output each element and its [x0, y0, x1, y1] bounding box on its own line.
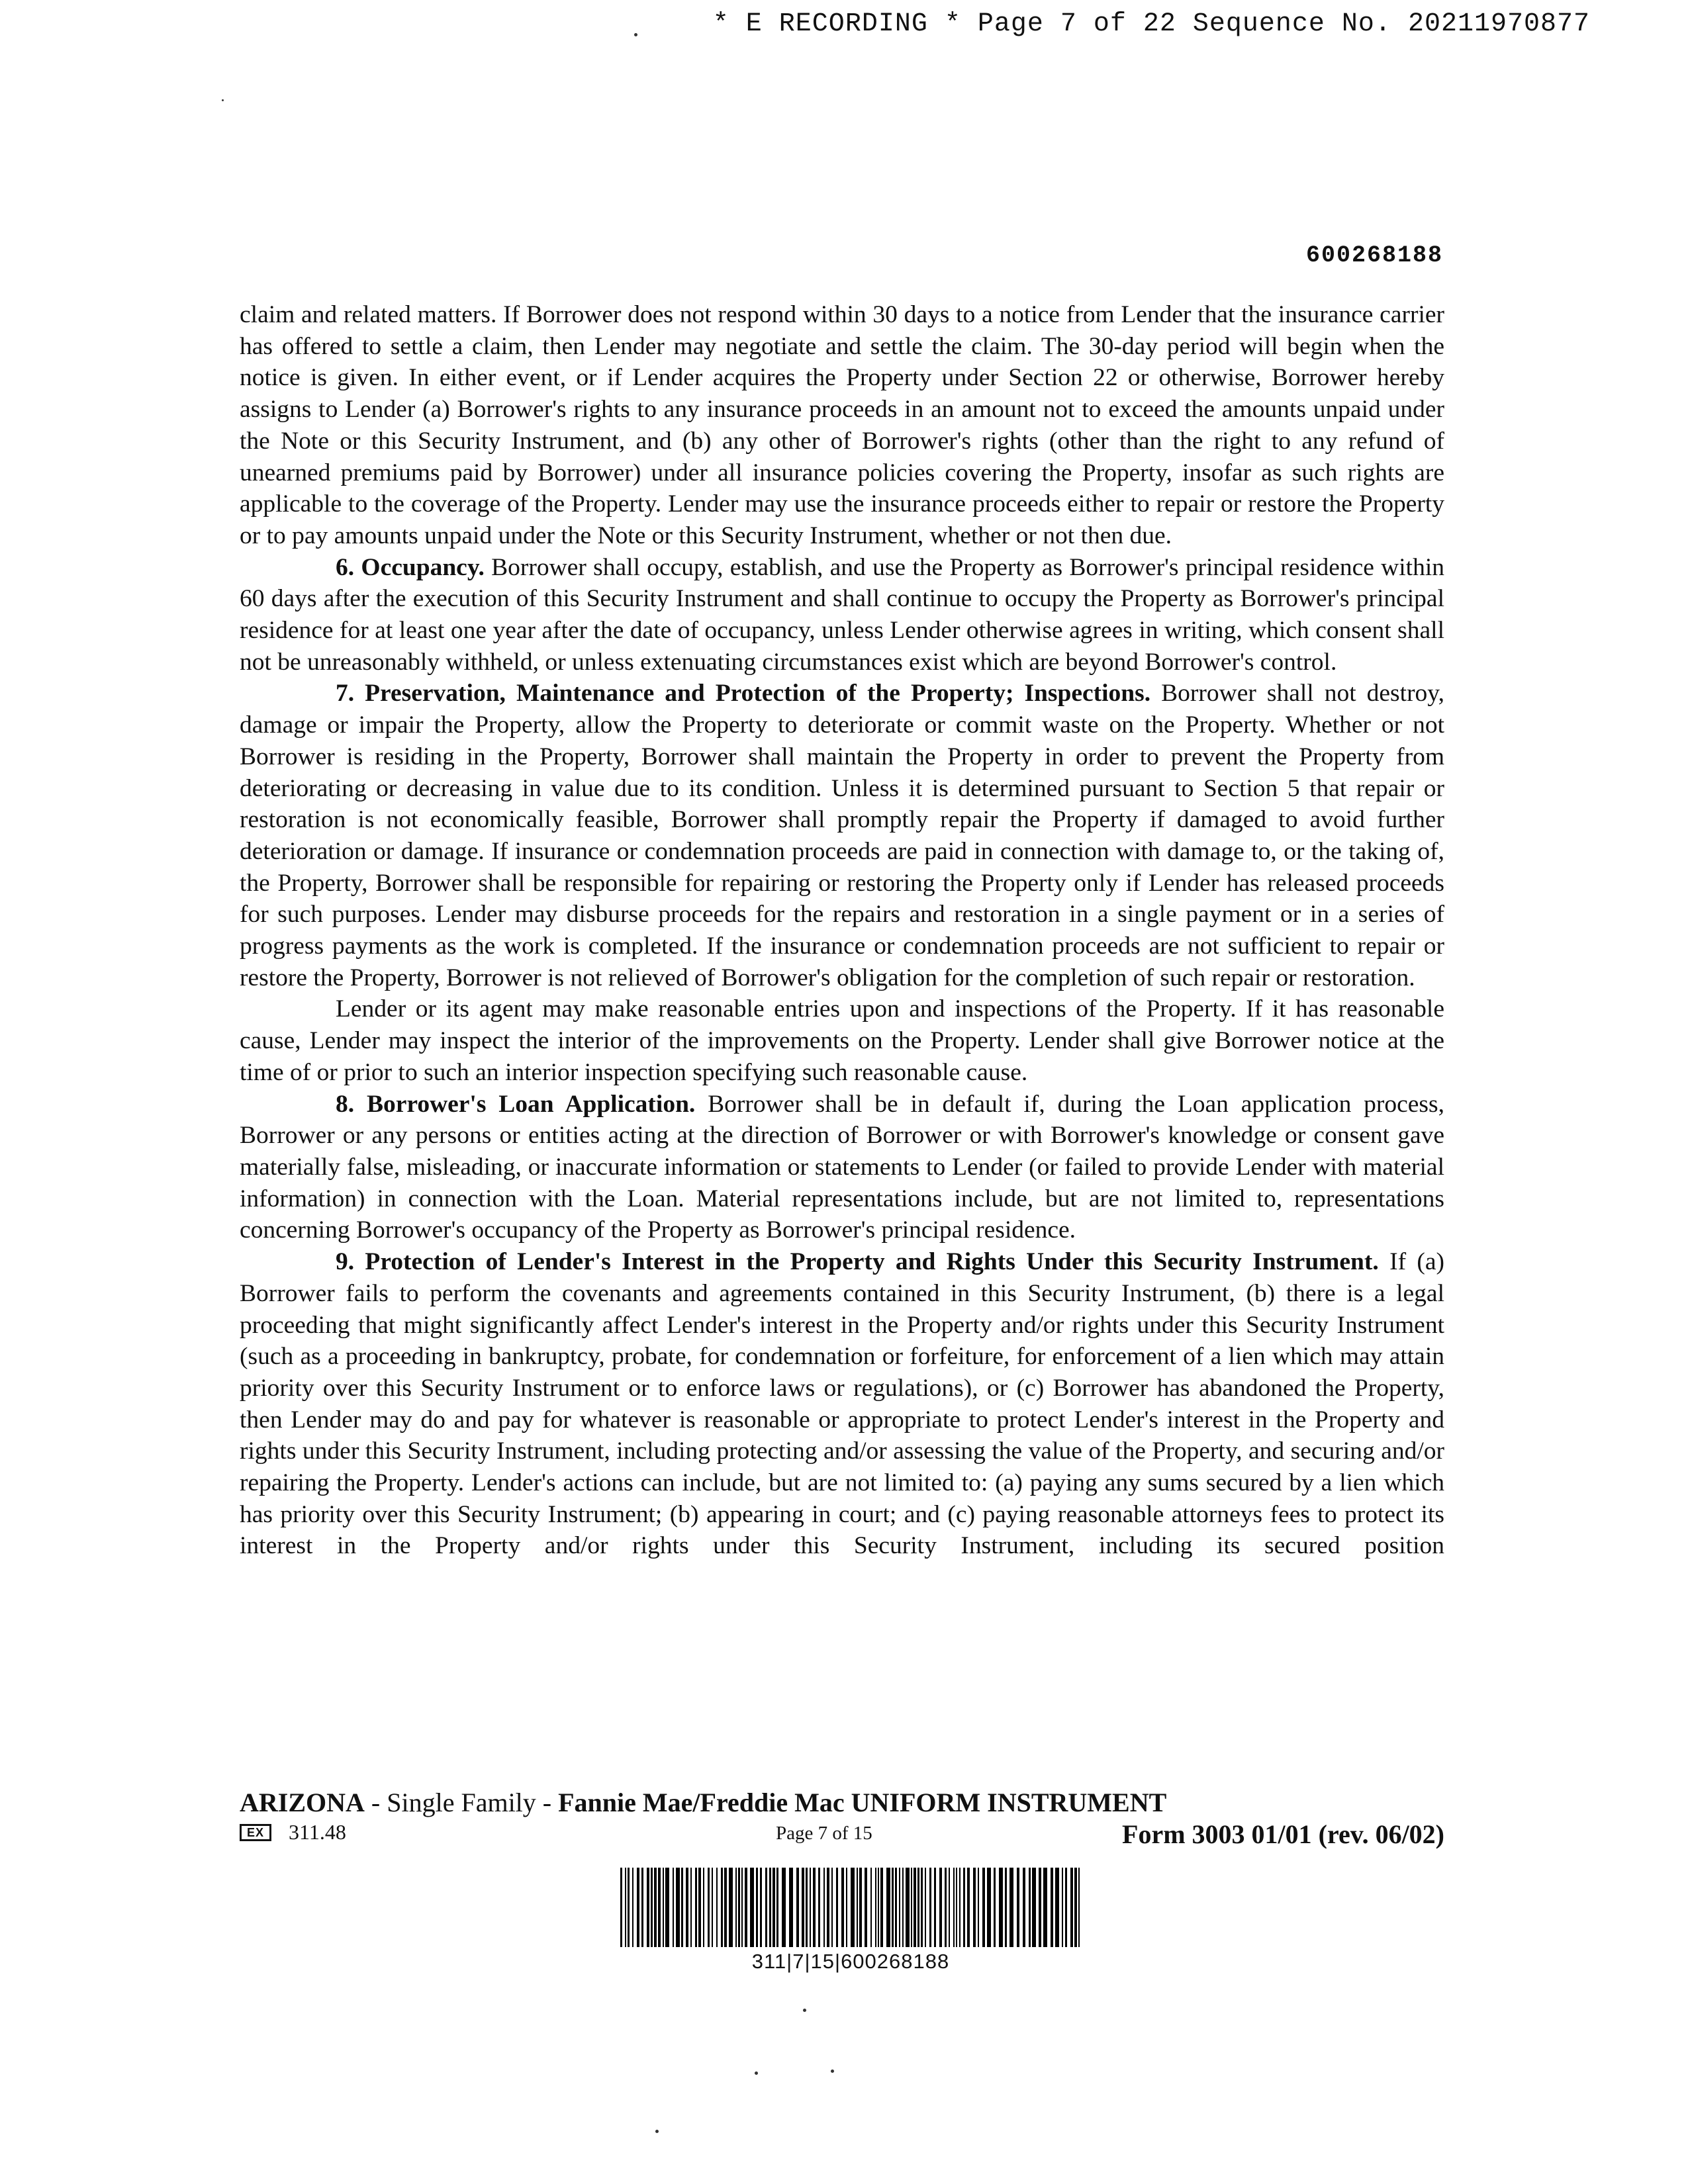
barcode-caption: 311|7|15|600268188	[751, 1950, 950, 1973]
barcode-bar	[632, 1868, 633, 1947]
barcode-bar	[769, 1868, 771, 1947]
barcode-bar	[625, 1868, 626, 1947]
barcode-bar	[914, 1868, 916, 1947]
barcode-bar	[880, 1868, 883, 1947]
barcode-bar	[641, 1868, 643, 1947]
barcode-bar	[886, 1868, 890, 1947]
recording-stamp: * E RECORDING * Page 7 of 22 Sequence No. 20211970877	[712, 9, 1590, 39]
barcode-bar	[765, 1868, 767, 1947]
barcode-bar	[806, 1868, 808, 1947]
barcode-bar	[750, 1868, 754, 1947]
section-9-protection	[240, 1246, 1444, 1562]
barcode-bar	[967, 1868, 970, 1947]
barcode-bar	[999, 1868, 1003, 1947]
barcode-bar	[857, 1868, 858, 1947]
barcode-bar	[956, 1868, 957, 1947]
ex-logo-badge: EX	[240, 1824, 271, 1841]
barcode-bar	[796, 1868, 799, 1947]
barcode-bar	[738, 1868, 740, 1947]
scan-speck	[222, 99, 224, 101]
paragraph-text: claim and related matters. If Borrower does not respond within 30 days to a notice from Lender that the insurance carrier has offered to settle a claim, then Lender may negotiate and settle the claim. The 30-day period will begin when the notice is given. In either event, or if Lender acquires the Property under Section 22 or otherwise, Borrower hereby assigns to Lender (a) Borrower's rights to any insurance proceeds in an amount not to exceed the amounts unpaid under the Note or this Security Instrument, and (b) any other of Borrower's rights (other than the right to any refund of unearned premiums paid by Borrower) under all insurance policies covering the Property, insofar as such rights are applicable to the coverage of the Property. Lender may use the insurance proceeds either to repair or restore the Property or to pay amounts unpaid under the Note or this Security Instrument, whether or not then due.	[240, 301, 1444, 549]
barcode-bar	[716, 1868, 718, 1947]
barcode-bar	[823, 1868, 825, 1947]
barcode-bar	[735, 1868, 737, 1947]
barcode-bar	[647, 1868, 649, 1947]
barcode-bar	[865, 1868, 867, 1947]
barcode-bar	[917, 1868, 919, 1947]
section-heading: 9. Protection of Lender's Interest in the Property and Rights Under this Security Instrument.	[336, 1248, 1379, 1276]
barcode-bar	[724, 1868, 727, 1947]
barcode-bar	[1070, 1868, 1073, 1947]
barcode-bar	[953, 1868, 955, 1947]
form-code: 311.48	[289, 1820, 346, 1844]
section-text: Borrower shall not destroy, damage or impair the Property, allow the Property to deteriorate or commit waste on the Property. Whether or not Borrower is residing in the Property, Borrower shall maintain the Property in order to prevent the Property from deteriorating or decreasing in value due to its condition. Unless it is determined pursuant to Section 5 that repair or restoration is not economically feasible, Borrower shall promptly repair the Property if damaged to avoid further deterioration or damage. If insurance or condemnation proceeds are paid in connection with damage to, or the taking of, the Property, Borrower shall be responsible for repairing or restoring the Property only if Lender has released proceeds for such purposes. Lender may disburse proceeds for the repairs and restoration in a single payment or in a series of progress payments as the work is completed. If the insurance or condemnation proceeds are not sufficient to repair or restore the Property, Borrower is not relieved of Borrower's obligation for the completion of such repair or restoration.	[240, 680, 1444, 991]
barcode-bar	[782, 1868, 786, 1947]
barcode-bar	[676, 1868, 680, 1947]
barcode-bar	[878, 1868, 879, 1947]
barcode-bar	[902, 1868, 904, 1947]
barcode-bar	[686, 1868, 688, 1947]
barcode-bar	[712, 1868, 713, 1947]
barcode-bar	[708, 1868, 710, 1947]
barcode-bar	[841, 1868, 844, 1947]
barcode-bar	[963, 1868, 965, 1947]
barcode-bar	[729, 1868, 733, 1947]
barcode-bar	[1078, 1868, 1080, 1947]
barcode-bar	[1039, 1868, 1041, 1947]
barcode-bar	[934, 1868, 936, 1947]
barcode-bar	[813, 1868, 816, 1947]
barcode-bar	[987, 1868, 991, 1947]
barcode-bar	[831, 1868, 833, 1947]
barcode-bar	[1055, 1868, 1059, 1947]
barcode-bar	[690, 1868, 692, 1947]
barcode-bar	[760, 1868, 762, 1947]
barcode-bar	[892, 1868, 894, 1947]
barcode-bar	[703, 1868, 704, 1947]
barcode-bar	[776, 1868, 778, 1947]
barcode-bar	[949, 1868, 950, 1947]
barcode-bar	[899, 1868, 900, 1947]
barcode-bar	[1009, 1868, 1013, 1947]
barcode-bar	[1032, 1868, 1036, 1947]
barcode-bar	[870, 1868, 872, 1947]
section-text: Lender or its agent may make reasonable entries upon and inspections of the Property. If it has reasonable cause, Lender may inspect the interior of the improvements on the Property. Lender shall give Borrower notice at the time of or prior to such an interior inspection specifying such reasonable cause.	[240, 995, 1444, 1086]
barcode-bar	[1023, 1868, 1025, 1947]
footer-instrument-title	[240, 1787, 1166, 1818]
section-text: Borrower shall be in default if, during the Loan application process, Borrower or any persons or entities acting at the direction of Borrower or with Borrower's knowledge or consent gave materially false, misleading, or inaccurate information or statements to Lender (or failed to provide Lender with material information) in connection with the Loan. Material representations include, but are not limited to, representations concerning Borrower's occupancy of the Property as Borrower's principal residence.	[240, 1090, 1444, 1244]
footer-state: ARIZONA	[240, 1788, 365, 1817]
barcode-bar	[637, 1868, 639, 1947]
barcode-bar	[925, 1868, 926, 1947]
barcode-bar	[745, 1868, 747, 1947]
barcode-bar	[939, 1868, 942, 1947]
barcode-bar	[810, 1868, 811, 1947]
barcode-bar	[895, 1868, 897, 1947]
barcode-bar	[681, 1868, 683, 1947]
barcode-bar	[741, 1868, 743, 1947]
scan-speck	[803, 2009, 806, 2012]
section-heading: 8. Borrower's Loan Application.	[336, 1090, 696, 1118]
footer-separator: - Single Family -	[364, 1788, 559, 1817]
barcode-bar	[651, 1868, 653, 1947]
barcode-bar	[945, 1868, 947, 1947]
section-text: If (a) Borrower fails to perform the covenants and agreements contained in this Security Instrument, (b) there is a legal proceeding that might significantly affect Lender's interest in the Property and/or rights under this Security Instrument (such as a proceeding in bankruptcy, probate, for condemnation or forfeiture, for enforcement of a lien which may attain priority over this Security Instrument or to enforce laws or regulations), or (c) Borrower has abandoned the Property, then Lender may do and pay for whatever is reasonable or appropriate to protect Lender's interest in the Property and rights under this Security Instrument, including protecting and/or assessing the value of the Property, and securing and/or repairing the Property. Lender's actions can include, but are not limited to: (a) paying any sums secured by a lien which has priority over this Security Instrument; (b) appearing in court; and (c) paying reasonable attorneys fees to protect its interest in the Property and/or rights under this Security Instrument, including its secured position	[240, 1248, 1444, 1560]
scan-speck	[655, 2130, 659, 2133]
barcode-bar	[911, 1868, 912, 1947]
barcode-bar	[654, 1868, 657, 1947]
barcode-bar	[818, 1868, 820, 1947]
barcode-bar	[665, 1868, 669, 1947]
page-indicator: Page 7 of 15	[776, 1823, 872, 1844]
section-heading: 7. Preservation, Maintenance and Protection of the Property; Inspections.	[336, 680, 1151, 707]
barcode-bar	[982, 1868, 985, 1947]
barcode-bar	[836, 1868, 838, 1947]
barcode-bar	[658, 1868, 661, 1947]
barcode-bar	[851, 1868, 855, 1947]
barcode-bar	[875, 1868, 876, 1947]
barcode-bar	[859, 1868, 862, 1947]
barcode-bar	[698, 1868, 701, 1947]
loan-number: 600268188	[1305, 242, 1443, 269]
scan-speck	[755, 2071, 758, 2075]
barcode-bar	[973, 1868, 976, 1947]
section-heading: 6. Occupancy.	[336, 553, 485, 581]
section-8-loan-application	[240, 1089, 1444, 1247]
footer-row	[240, 1819, 1444, 1852]
barcode-bar	[906, 1868, 910, 1947]
barcode-bar	[673, 1868, 674, 1947]
footer-instrument: Fannie Mae/Freddie Mac UNIFORM INSTRUMENT	[558, 1788, 1167, 1817]
barcode-bar	[620, 1868, 622, 1947]
barcode-bar	[663, 1868, 664, 1947]
barcode-bar	[1051, 1868, 1053, 1947]
barcode-bar	[978, 1868, 979, 1947]
barcode-bar	[628, 1868, 630, 1947]
barcode-bar	[1062, 1868, 1063, 1947]
scan-speck	[831, 2070, 834, 2073]
barcode-bar	[846, 1868, 847, 1947]
barcode-bar	[789, 1868, 793, 1947]
scan-speck	[634, 33, 637, 36]
document-body	[240, 299, 1444, 1562]
barcode-bar	[959, 1868, 961, 1947]
barcode-bar	[695, 1868, 697, 1947]
barcode-bar	[929, 1868, 931, 1947]
barcode-bar	[1029, 1868, 1031, 1947]
section-6-occupancy	[240, 552, 1444, 678]
barcode-bar	[1005, 1868, 1007, 1947]
paragraph-continuation	[240, 299, 1444, 552]
barcode-bar	[1043, 1868, 1047, 1947]
section-text: Borrower shall occupy, establish, and use the Property as Borrower's principal residence within 60 days after the execution of this Security Instrument and shall continue to occupy the Property as Borrower's principal residence for at least one year after the date of occupancy, unless Lender otherwise agrees in writing, which consent shall not be unreasonably withheld, or unless extenuating circumstances exist which are beyond Borrower's control.	[240, 553, 1444, 676]
barcode-bar	[921, 1868, 923, 1947]
barcode-bar	[1017, 1868, 1019, 1947]
barcode-bar	[802, 1868, 804, 1947]
form-number: Form 3003 01/01 (rev. 06/02)	[1122, 1819, 1444, 1849]
barcode-bar	[773, 1868, 775, 1947]
section-7-inspections	[240, 993, 1444, 1088]
barcode-bar	[1074, 1868, 1077, 1947]
barcode-bar	[756, 1868, 758, 1947]
section-7-preservation	[240, 678, 1444, 993]
barcode-bar	[1065, 1868, 1067, 1947]
barcode-bar	[827, 1868, 829, 1947]
barcode-bar	[994, 1868, 996, 1947]
barcode	[619, 1868, 1082, 1947]
barcode-bar	[721, 1868, 723, 1947]
